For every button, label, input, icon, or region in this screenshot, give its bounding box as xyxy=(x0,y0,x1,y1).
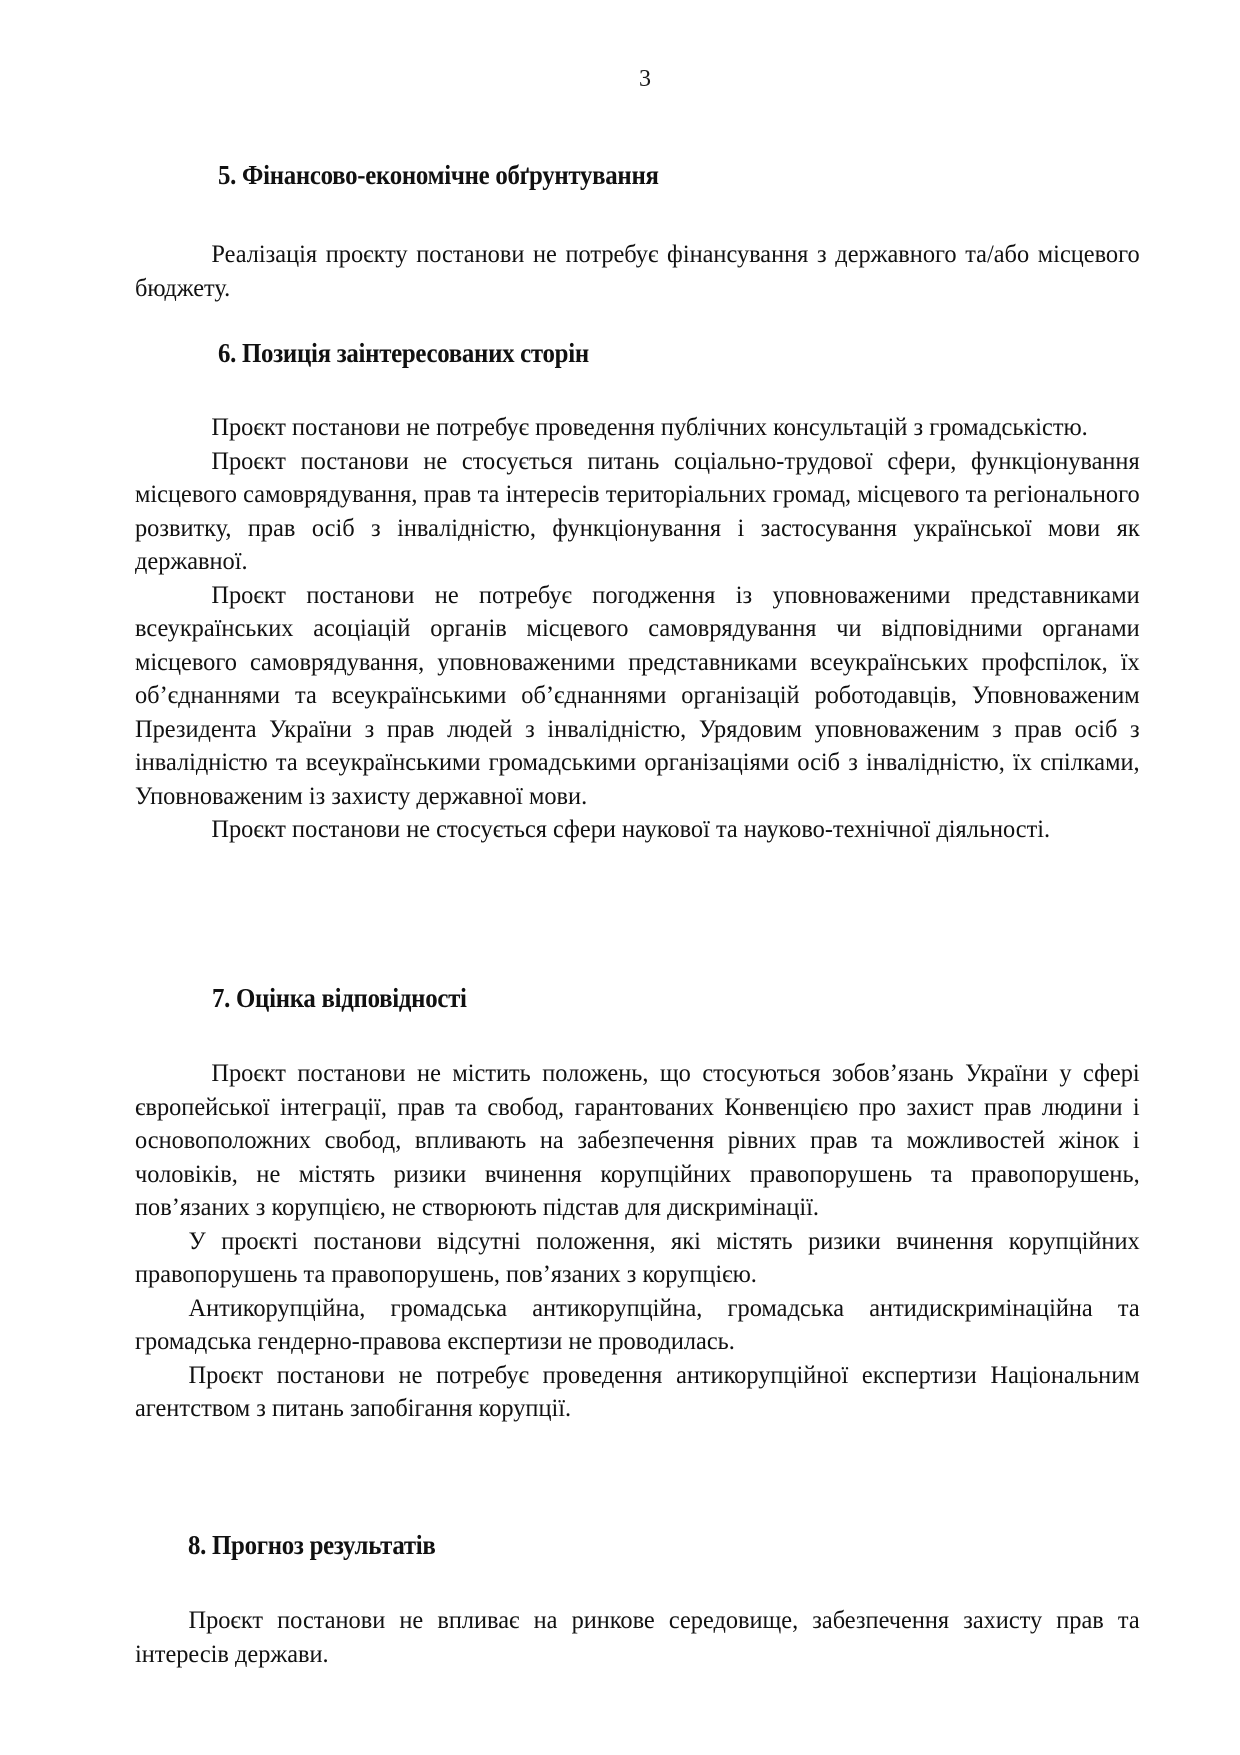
paragraph: Проєкт постанови не містить положень, що стосуються зобов’язань України у сфері європейської інтеграції, прав та свобод, гарантованих Конвенцією про захист прав людини і основоположних свобод, впливають на забезпечення рівних прав та можливостей жінок і чоловіків, не містять ризики вчинення корупційних правопорушень та правопорушень, пов’язаних з корупцією, не створюють підстав для дискримінації. xyxy=(135,1058,1140,1221)
paragraph: Проєкт постанови не потребує проведення антикорупційної експертизи Національним агентством з питань запобігання корупції. xyxy=(135,1359,1140,1422)
paragraph: Проєкт постанови не стосується питань соціально-трудової сфери, функціонування місцевого самоврядування, прав та інтересів територіальних громад, місцевого та регіонального розвитку, прав осіб з інвалідністю, функціонування і застосування української мови як державної. xyxy=(135,445,1140,575)
paragraph: Проєкт постанови не потребує проведення публічних консультацій з громадськістю. xyxy=(211,412,1088,441)
section-5-heading: 5. Фінансово-економічне обґрунтування xyxy=(218,160,659,190)
section-6-heading: 6. Позиція заінтересованих сторін xyxy=(218,338,589,368)
section-8-heading: 8. Прогноз результатів xyxy=(188,1530,436,1560)
section-5-body xyxy=(135,237,1140,304)
paragraph: Проєкт постанови не стосується сфери наукової та науково-технічної діяльності. xyxy=(211,814,1051,843)
paragraph: Реалізація проєкту постанови не потребує фінансування з державного та/або місцевого бюджету. xyxy=(135,239,1140,302)
section-8-body xyxy=(135,1603,1140,1670)
section-7-heading: 7. Оцінка відповідності xyxy=(212,983,467,1013)
paragraph: Проєкт постанови не потребує погодження із уповноваженими представниками всеукраїнських асоціацій органів місцевого самоврядування чи відповідними органами місцевого самоврядування, уповноваженими представниками всеукраїнських профспілок, їх об’єднаннями та всеукраїнськими об’єднаннями організацій роботодавців, Уповноваженим Президента України з прав людей з інвалідністю, Урядовим уповноваженим з прав осіб з інвалідністю та всеукраїнськими громадськими організаціями осіб з інвалідністю, їх спілками, Уповноваженим із захисту державної мови. xyxy=(135,579,1140,810)
paragraph: У проєкті постанови відсутні положення, які містять ризики вчинення корупційних правопорушень та правопорушень, пов’язаних з корупцією. xyxy=(135,1225,1140,1288)
section-7-body xyxy=(135,1056,1140,1425)
paragraph: Антикорупційна, громадська антикорупційна, громадська антидискримінаційна та громадська гендерно-правова експертизи не проводилась. xyxy=(135,1292,1140,1355)
paragraph: Проєкт постанови не впливає на ринкове середовище, забезпечення захисту прав та інтересів держави. xyxy=(135,1605,1140,1668)
page-number: 3 xyxy=(639,66,651,92)
section-6-body xyxy=(135,410,1140,846)
